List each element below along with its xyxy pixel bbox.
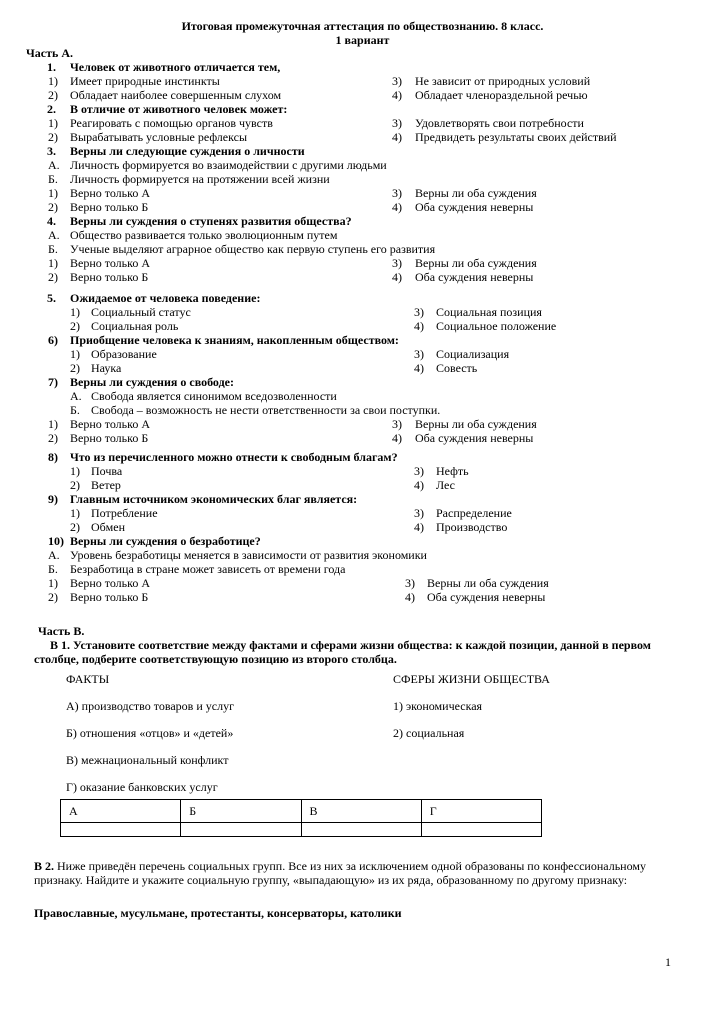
- answer-header-cell: А: [61, 800, 181, 823]
- option-number: 3): [392, 417, 402, 431]
- option-number: 2): [48, 270, 58, 284]
- question-text: В отличие от животного человек может:: [70, 102, 288, 116]
- option-number: 1): [70, 347, 80, 361]
- answer-table: [60, 799, 542, 837]
- option-text: Почва: [91, 464, 123, 478]
- option-number: 3): [405, 576, 415, 590]
- variant-label: 1 вариант: [335, 33, 390, 47]
- question-number: 2.: [47, 102, 56, 116]
- option-number: 4): [405, 590, 415, 604]
- question-text: Человек от животного отличается тем,: [70, 60, 281, 74]
- option-number: 1): [48, 116, 58, 130]
- spheres-column-header: СФЕРЫ ЖИЗНИ ОБЩЕСТВА: [393, 672, 550, 686]
- statement-letter: А.: [70, 389, 82, 403]
- option-text: Обладает наиболее совершенным слухом: [70, 88, 282, 102]
- b2-text: Ниже приведён перечень социальных групп. Все из них за исключением одной образованы по конфессиональному признаку. Найдите и укажите социальную группу, «выпадающую» из их ряда, образованному по другому признаку:: [34, 859, 646, 887]
- part-b-label: Часть В.: [38, 624, 85, 638]
- statement-text: Личность формируется во взаимодействии с другими людьми: [70, 158, 387, 172]
- option-number: 1): [48, 576, 58, 590]
- option-text: Верны ли оба суждения: [415, 256, 537, 270]
- answer-header-cell: В: [301, 800, 421, 823]
- statement-letter: Б.: [48, 562, 58, 576]
- b2-number: В 2.: [34, 859, 55, 873]
- answer-header-cell: Г: [421, 800, 541, 823]
- option-number: 3): [392, 256, 402, 270]
- option-text: Верно только Б: [70, 431, 149, 445]
- statement-text: Свобода – возможность не нести ответственности за свои поступки.: [91, 403, 441, 417]
- option-number: 1): [48, 417, 58, 431]
- option-number: 2): [70, 319, 80, 333]
- option-text: Верны ли оба суждения: [415, 417, 537, 431]
- option-text: Обмен: [91, 520, 125, 534]
- option-number: 2): [70, 361, 80, 375]
- option-text: Социальное положение: [436, 319, 557, 333]
- option-text: Социальная позиция: [436, 305, 542, 319]
- part-a-label: Часть А.: [26, 46, 74, 60]
- statement-letter: А.: [48, 548, 60, 562]
- option-number: 2): [48, 88, 58, 102]
- option-number: 3): [414, 347, 424, 361]
- option-text: Социальная роль: [91, 319, 179, 333]
- answer-input-cell[interactable]: [61, 823, 181, 837]
- question-number: 6): [48, 333, 58, 347]
- sphere-item: 1) экономическая: [393, 699, 483, 713]
- option-text: Лес: [436, 478, 456, 492]
- option-text: Верно только А: [70, 576, 151, 590]
- question-number: 10): [48, 534, 64, 548]
- option-text: Верно только А: [70, 417, 151, 431]
- question-number: 5.: [47, 291, 56, 305]
- option-number: 4): [392, 270, 402, 284]
- question-number: 1.: [47, 60, 56, 74]
- option-text: Вырабатывать условные рефлексы: [70, 130, 248, 144]
- page-title: Итоговая промежуточная аттестация по обществознанию. 8 класс.: [181, 19, 544, 33]
- answer-input-cell[interactable]: [421, 823, 541, 837]
- b2-task: [34, 859, 694, 887]
- question-text: Ожидаемое от человека поведение:: [70, 291, 261, 305]
- option-number: 1): [48, 186, 58, 200]
- option-text: Социализация: [436, 347, 510, 361]
- option-text: Ветер: [91, 478, 121, 492]
- statement-text: Общество развивается только эволюционным путем: [70, 228, 338, 242]
- option-text: Оба суждения неверны: [427, 590, 546, 604]
- option-number: 4): [392, 130, 402, 144]
- option-text: Верно только Б: [70, 270, 149, 284]
- fact-item: Б) отношения «отцов» и «детей»: [66, 726, 234, 740]
- option-number: 3): [392, 74, 402, 88]
- option-number: 4): [414, 319, 424, 333]
- option-text: Реагировать с помощью органов чувств: [70, 116, 273, 130]
- option-text: Верно только Б: [70, 590, 149, 604]
- option-number: 2): [70, 478, 80, 492]
- answer-header-cell: Б: [181, 800, 301, 823]
- option-number: 4): [414, 361, 424, 375]
- question-text: Верны ли суждения о свободе:: [70, 375, 234, 389]
- option-number: 2): [48, 590, 58, 604]
- option-text: Обладает членораздельной речью: [415, 88, 588, 102]
- statement-letter: Б.: [70, 403, 80, 417]
- option-number: 3): [414, 506, 424, 520]
- option-text: Социальный статус: [91, 305, 191, 319]
- option-text: Верны ли оба суждения: [427, 576, 549, 590]
- option-number: 1): [70, 506, 80, 520]
- question-number: 7): [48, 375, 58, 389]
- fact-item: А) производство товаров и услуг: [66, 699, 234, 713]
- option-number: 2): [48, 200, 58, 214]
- fact-item: Г) оказание банковских услуг: [66, 780, 218, 794]
- option-text: Верны ли оба суждения: [415, 186, 537, 200]
- fact-item: В) межнациональный конфликт: [66, 753, 229, 767]
- option-number: 3): [414, 464, 424, 478]
- answer-input-cell[interactable]: [301, 823, 421, 837]
- option-text: Оба суждения неверны: [415, 200, 534, 214]
- statement-text: Безработица в стране может зависеть от времени года: [70, 562, 346, 576]
- statement-text: Ученые выделяют аграрное общество как первую ступень его развития: [70, 242, 436, 256]
- b2-list: Православные, мусульмане, протестанты, консерваторы, католики: [34, 906, 402, 920]
- statement-letter: А.: [48, 158, 60, 172]
- option-text: Верно только А: [70, 256, 151, 270]
- statement-text: Уровень безработицы меняется в зависимости от развития экономики: [70, 548, 427, 562]
- statement-letter: Б.: [48, 172, 58, 186]
- question-number: 3.: [47, 144, 56, 158]
- b1-instruction: Установите соответствие между фактами и сферами жизни общества: к каждой позиции, данной в первом столбце, подберите соответствующую позицию из второго столбца.: [34, 638, 651, 666]
- option-text: Наука: [91, 361, 122, 375]
- sphere-item: 2) социальная: [393, 726, 465, 740]
- option-number: 2): [48, 431, 58, 445]
- question-text: Верны ли суждения о безработице?: [70, 534, 261, 548]
- option-text: Нефть: [436, 464, 469, 478]
- option-text: Потребление: [91, 506, 158, 520]
- page-number: 1: [665, 955, 671, 969]
- statement-letter: Б.: [48, 242, 58, 256]
- b1-number: В 1.: [50, 638, 71, 652]
- option-text: Удовлетворять свои потребности: [415, 116, 584, 130]
- question-number: 9): [48, 492, 58, 506]
- option-number: 1): [70, 464, 80, 478]
- question-number: 4.: [47, 214, 56, 228]
- question-text: Верны ли следующие суждения о личности: [70, 144, 305, 158]
- option-number: 2): [70, 520, 80, 534]
- option-number: 2): [48, 130, 58, 144]
- question-text: Что из перечисленного можно отнести к свободным благам?: [70, 450, 398, 464]
- option-number: 1): [70, 305, 80, 319]
- statement-text: Свобода является синонимом вседозволенности: [91, 389, 337, 403]
- option-text: Образование: [91, 347, 157, 361]
- option-text: Оба суждения неверны: [415, 270, 534, 284]
- answer-input-cell[interactable]: [181, 823, 301, 837]
- option-text: Совесть: [436, 361, 478, 375]
- option-text: Верно только Б: [70, 200, 149, 214]
- option-text: Имеет природные инстинкты: [70, 74, 220, 88]
- b1-task: [34, 638, 694, 666]
- question-text: Приобщение человека к знаниям, накопленным обществом:: [70, 333, 399, 347]
- question-text: Главным источником экономических благ является:: [70, 492, 358, 506]
- facts-column-header: ФАКТЫ: [66, 672, 110, 686]
- option-number: 4): [392, 88, 402, 102]
- statement-text: Личность формируется на протяжении всей жизни: [70, 172, 330, 186]
- option-number: 1): [48, 256, 58, 270]
- option-text: Распределение: [436, 506, 512, 520]
- option-number: 4): [414, 520, 424, 534]
- option-text: Верно только А: [70, 186, 151, 200]
- question-number: 8): [48, 450, 58, 464]
- option-number: 4): [414, 478, 424, 492]
- option-text: Оба суждения неверны: [415, 431, 534, 445]
- option-number: 3): [392, 116, 402, 130]
- option-number: 1): [48, 74, 58, 88]
- question-text: Верны ли суждения о ступенях развития общества?: [70, 214, 352, 228]
- statement-letter: А.: [48, 228, 60, 242]
- option-text: Предвидеть результаты своих действий: [415, 130, 617, 144]
- option-text: Производство: [436, 520, 508, 534]
- option-number: 4): [392, 200, 402, 214]
- option-text: Не зависит от природных условий: [415, 74, 591, 88]
- option-number: 3): [392, 186, 402, 200]
- option-number: 3): [414, 305, 424, 319]
- option-number: 4): [392, 431, 402, 445]
